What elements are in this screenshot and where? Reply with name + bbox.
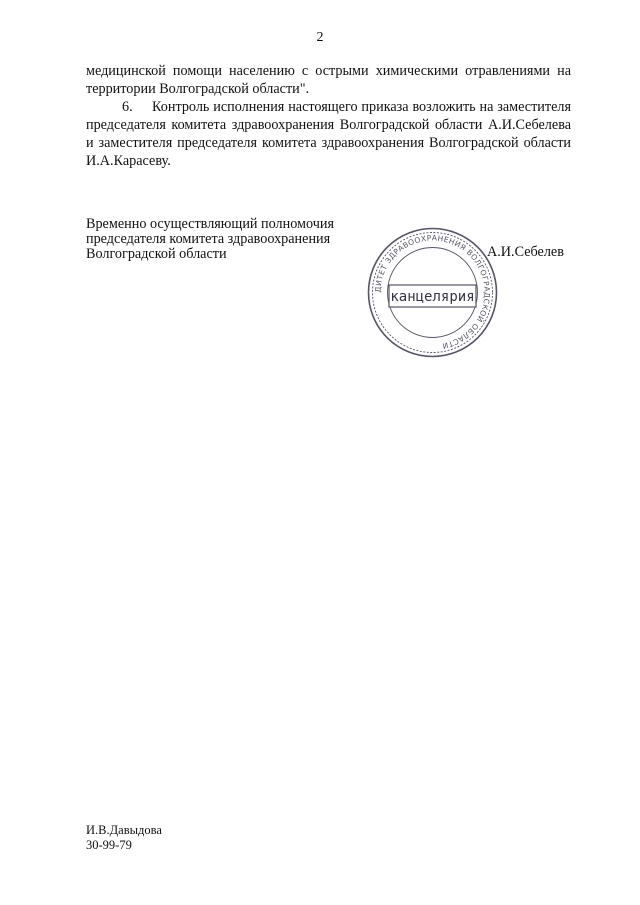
executor-name: И.В.Давыдова [86,823,162,837]
signature-position-line-3: Волгоградской области [86,246,227,262]
executor-phone: 30-99-79 [86,838,132,852]
signatory-name: А.И.Себелев [487,244,564,260]
paragraph-6: 6. Контроль исполнения настоящего приказа возложить на заместителя председателя комитета здравоохранения Волгоградской области А.И.Себелева и заместителя председателя комитета здравоохранения Волгоградской области И.А.Карасеву. [86,99,571,169]
office-stamp [365,225,500,360]
stamp-center-text: канцелярия [390,289,475,305]
signature-position-line-2: председателя комитета здравоохранения [86,231,331,247]
executor-block [86,823,162,853]
signature-position [86,217,386,262]
stamp-seal-icon [365,225,500,360]
stamp-ring-text: ДИТЕТ ЗДРАВООХРАНЕНИЯ ВОЛГОГРАДСКОЙ ОБЛАСТИ [373,233,492,351]
body-text [86,62,571,170]
paragraph-continuation: медицинской помощи населению с острыми химическими отравлениями на территории Волгоградской области". [86,63,571,97]
signature-position-line-1: Временно осуществляющий полномочия [86,216,335,232]
page-number: 2 [316,30,324,45]
